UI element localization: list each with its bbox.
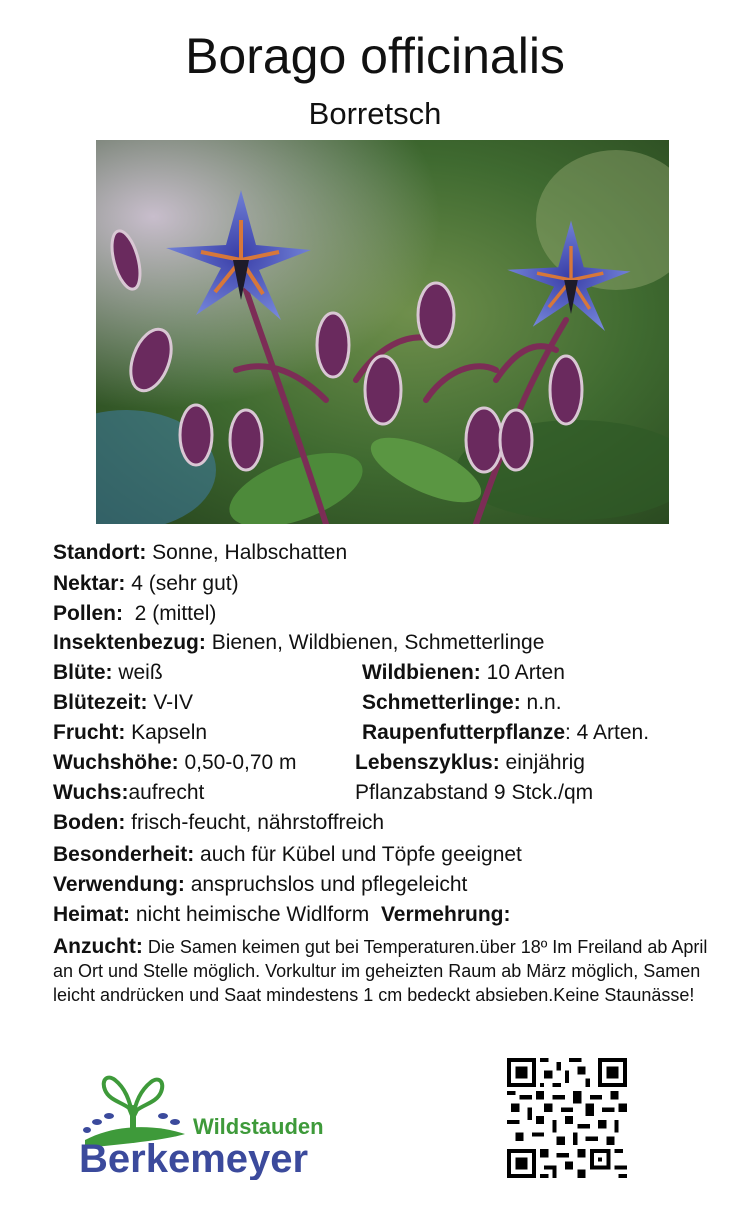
fact-value: Kapseln — [125, 721, 208, 744]
fact-wuchs — [53, 780, 204, 806]
fact-label-vermehrung: Vermehrung: — [380, 903, 511, 926]
anzucht-label: Anzucht: — [53, 935, 143, 958]
fact-value: Bienen, Wildbienen, Schmetterlinge — [205, 631, 545, 654]
fact-bluetezeit — [53, 690, 193, 716]
fact-label: Insektenbezug: — [53, 631, 206, 654]
fact-value: weiß — [112, 661, 163, 684]
fact-label: Blüte: — [53, 661, 113, 684]
fact-value: 4 (sehr gut) — [125, 572, 239, 595]
fact-label: Verwendung: — [53, 873, 185, 896]
anzucht-text: Die Samen keimen gut bei Temperaturen.über 18º Im Freiland ab April an Ort und Stelle möglich. Vorkultur im geheizten Raum ab März möglich, Samen leicht andrücken und Saat mindestens 1 cm bedeckt absieben.Keine Staunässe! — [53, 937, 708, 1005]
fact-value: aufrecht — [128, 781, 205, 804]
fact-wuchshoehe — [53, 750, 297, 776]
fact-value: 2 (mittel) — [123, 602, 217, 625]
fact-value: auch für Kübel und Töpfe geeignet — [194, 843, 522, 866]
berkemeyer-logo — [75, 1060, 345, 1180]
fact-wildbienen — [362, 660, 565, 686]
fact-value: frisch-feucht, nährstoffreich — [125, 811, 385, 834]
fact-besonderheit — [53, 842, 522, 868]
fact-boden — [53, 810, 384, 836]
fact-label: Schmetterlinge: — [362, 691, 521, 714]
fact-label: Frucht: — [53, 721, 126, 744]
fact-label: Blütezeit: — [53, 691, 148, 714]
fact-lebenszyklus — [355, 750, 585, 776]
fact-value: : 4 Arten. — [565, 721, 650, 744]
fact-standort — [53, 540, 347, 566]
fact-verwendung — [53, 872, 467, 898]
fact-value: anspruchslos und pflegeleicht — [184, 873, 468, 896]
qr-code-icon[interactable] — [507, 1058, 627, 1178]
page-subtitle: Borretsch — [308, 96, 442, 131]
fact-label: Pollen: — [53, 602, 124, 625]
fact-bluete — [53, 660, 163, 686]
fact-pflanzabstand — [355, 780, 593, 806]
fact-label: Boden: — [53, 811, 126, 834]
fact-value: Pflanzabstand 9 Stck./qm — [355, 781, 594, 804]
fact-label: Wildbienen: — [362, 661, 481, 684]
fact-value: 10 Arten — [480, 661, 565, 684]
fact-insektenbezug — [53, 630, 544, 656]
fact-value: Sonne, Halbschatten — [146, 541, 348, 564]
fact-value: nicht heimische Widlform — [130, 903, 381, 926]
fact-raupenfutterpflanze — [362, 720, 649, 746]
fact-label: Lebenszyklus: — [355, 751, 500, 774]
fact-value: 0,50-0,70 m — [178, 751, 297, 774]
fact-pollen — [53, 601, 216, 627]
borage-flower-photo — [96, 140, 669, 524]
fact-label: Raupenfutterpflanze — [362, 721, 566, 744]
logo-bottom-word: Berkemeyer — [79, 1137, 309, 1180]
fact-label: Wuchshöhe: — [53, 751, 179, 774]
fact-label: Besonderheit: — [53, 843, 195, 866]
fact-label: Standort: — [53, 541, 147, 564]
fact-nektar — [53, 571, 239, 597]
fact-label: Nektar: — [53, 572, 126, 595]
fact-value: n.n. — [520, 691, 562, 714]
page-title: Borago officinalis — [185, 28, 565, 84]
fact-schmetterlinge — [362, 690, 562, 716]
fact-label: Wuchs: — [53, 781, 129, 804]
logo-top-word: Wildstauden — [193, 1114, 324, 1139]
fact-value: V-IV — [147, 691, 194, 714]
fact-label: Heimat: — [53, 903, 131, 926]
fact-frucht — [53, 720, 207, 746]
anzucht-paragraph — [53, 935, 713, 1007]
fact-value: einjährig — [499, 751, 585, 774]
fact-heimat — [53, 902, 510, 928]
